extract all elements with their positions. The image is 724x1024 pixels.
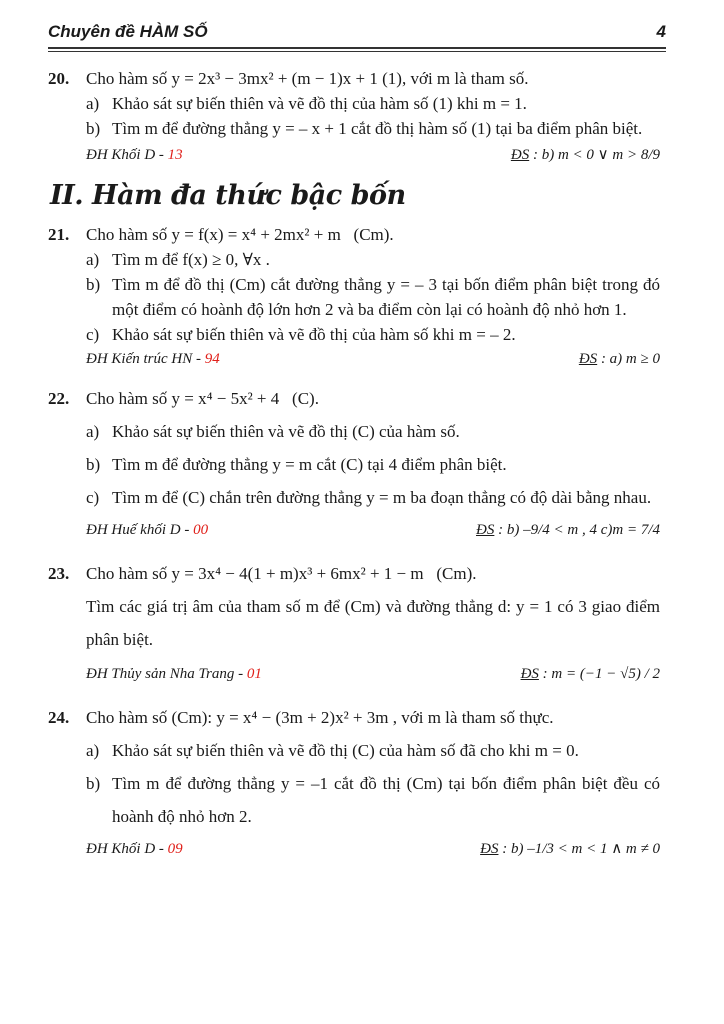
statement-text: , với m là tham số thực.: [392, 708, 554, 727]
source-line: [86, 143, 660, 168]
source-name: ĐH Kiến trúc HN -: [86, 351, 201, 367]
part-text: Khảo sát sự biến thiên và vẽ đồ thị của hàm số khi m = – 2.: [112, 325, 516, 344]
answer: [480, 833, 660, 866]
source: [86, 347, 220, 372]
answer: [579, 347, 660, 372]
source-line: [86, 347, 660, 372]
header-rule-thin: [48, 51, 666, 52]
part-label: a): [86, 94, 100, 113]
statement-text: Cho hàm số: [86, 389, 168, 408]
answer-text: : b) –1/3 < m < 1 ∧ m ≠ 0: [502, 841, 660, 857]
part-label: c): [86, 325, 100, 344]
part-a: [86, 91, 660, 116]
formula: y = x⁴ − 5x² + 4: [171, 389, 280, 408]
part-a: [86, 734, 660, 767]
problem-statement: [86, 382, 660, 415]
source-line: [86, 514, 660, 547]
page-content: [48, 60, 660, 866]
source-year: 09: [167, 841, 183, 857]
source-year: 13: [167, 147, 183, 163]
header-rule: [48, 47, 666, 49]
part-label: b): [86, 275, 101, 294]
problem-number: 20.: [48, 69, 70, 88]
source-name: ĐH Khối D -: [86, 147, 164, 163]
source-year: 01: [246, 666, 262, 682]
answer-label: ĐS: [510, 147, 530, 163]
problem-22: [48, 382, 660, 547]
answer-text: : b) m < 0 ∨ m > 8/9: [532, 147, 660, 163]
problem-body: Tìm các giá trị âm của tham số m để (Cm) và đường thẳng d: y = 1 có 3 giao điểm phân biệt.: [86, 597, 660, 649]
source-line: [86, 833, 660, 866]
part-label: c): [86, 488, 100, 507]
formula: y = f(x) = x⁴ + 2mx² + m: [171, 225, 341, 244]
source: [86, 514, 208, 547]
problem-23: [48, 557, 660, 691]
problem-24: [48, 701, 660, 866]
part-b: [86, 767, 660, 833]
part-label: b): [86, 774, 101, 793]
source-line: [86, 658, 660, 691]
answer-text: : m = (−1 − √5) / 2: [542, 666, 660, 682]
part-a: [86, 247, 660, 272]
part-c: [86, 481, 660, 514]
part-text: Tìm m để f(x) ≥ 0, ∀x .: [112, 250, 270, 269]
part-label: b): [86, 455, 101, 474]
statement-text: Cho hàm số: [86, 69, 168, 88]
source: [86, 658, 262, 691]
source: [86, 833, 183, 866]
problem-statement: [86, 701, 660, 734]
source-name: ĐH Thủy sản Nha Trang -: [86, 666, 244, 682]
answer-label: ĐS: [520, 666, 539, 682]
answer-label: ĐS: [476, 522, 495, 538]
part-label: a): [86, 422, 100, 441]
problem-statement: [86, 557, 660, 590]
answer-text: : b) –9/4 < m , 4 c)m = 7/4: [498, 522, 660, 538]
source-year: 00: [193, 522, 209, 538]
part-text: Tìm m để đường thẳng y = m cắt (C) tại 4 điểm phân biệt.: [112, 455, 507, 474]
statement-text: (Cm).: [353, 225, 394, 244]
header-title: Chuyên đề HÀM SỐ: [48, 22, 208, 41]
statement-text: Cho hàm số (Cm):: [86, 708, 213, 727]
statement-text: (Cm).: [436, 564, 477, 583]
part-c: [86, 322, 660, 347]
statement-text: (1), với m là tham số.: [382, 69, 529, 88]
part-text: Khảo sát sự biến thiên và vẽ đồ thị của hàm số (1) khi m = 1.: [112, 94, 527, 113]
page-number: 4: [656, 22, 666, 41]
problem-number: 23.: [48, 564, 70, 583]
section-title: II. Hàm đa thức bậc bốn: [50, 180, 406, 211]
part-label: b): [86, 119, 101, 138]
part-b: [86, 272, 660, 322]
answer-text: : a) m ≥ 0: [600, 351, 660, 367]
part-text: Tìm m để đường thẳng y = –1 cắt đồ thị (Cm) tại bốn điểm phân biệt đều có hoành độ nhỏ hơn 2.: [112, 774, 660, 826]
part-text: Tìm m để (C) chắn trên đường thẳng y = m ba đoạn thẳng có độ dài bằng nhau.: [112, 488, 652, 507]
answer-label: ĐS: [578, 351, 598, 367]
source-name: ĐH Khối D -: [86, 841, 164, 857]
problem-statement: [86, 222, 660, 247]
statement-text: Cho hàm số: [86, 564, 168, 583]
formula: y = x⁴ − (3m + 2)x² + 3m: [216, 708, 389, 727]
problem-20: [48, 66, 660, 168]
part-text: Tìm m để đường thẳng y = – x + 1 cắt đồ thị hàm số (1) tại ba điểm phân biệt.: [112, 119, 643, 138]
source: [86, 143, 183, 168]
part-label: a): [86, 250, 100, 269]
statement-text: Cho hàm số: [86, 225, 168, 244]
formula: y = 2x³ − 3mx² + (m − 1)x + 1: [171, 69, 378, 88]
page-header: [48, 22, 666, 46]
source-year: 94: [204, 351, 220, 367]
part-text: Tìm m để đồ thị (Cm) cắt đường thẳng y = – 3 tại bốn điểm phân biệt trong đó một điểm có hoành độ lớn hơn 2 và ba điểm còn lại có hoành độ nhỏ hơn 1.: [112, 275, 660, 319]
part-a: [86, 415, 660, 448]
problem-21: [48, 222, 660, 372]
problem-number: 24.: [48, 708, 70, 727]
part-b: [86, 116, 660, 141]
source-name: ĐH Huế khối D -: [86, 522, 190, 538]
part-label: a): [86, 741, 100, 760]
part-text: Khảo sát sự biến thiên và vẽ đồ thị (C) của hàm số đã cho khi m = 0.: [112, 741, 579, 760]
formula: y = 3x⁴ − 4(1 + m)x³ + 6mx² + 1 − m: [171, 564, 424, 583]
answer: [511, 143, 660, 168]
part-b: [86, 448, 660, 481]
answer-label: ĐS: [480, 841, 499, 857]
statement-text: (C).: [292, 389, 319, 408]
answer: [476, 514, 660, 547]
problem-statement: [86, 66, 660, 91]
problem-number: 22.: [48, 389, 70, 408]
problem-number: 21.: [48, 225, 70, 244]
answer: [521, 658, 660, 691]
part-text: Khảo sát sự biến thiên và vẽ đồ thị (C) của hàm số.: [112, 422, 460, 441]
